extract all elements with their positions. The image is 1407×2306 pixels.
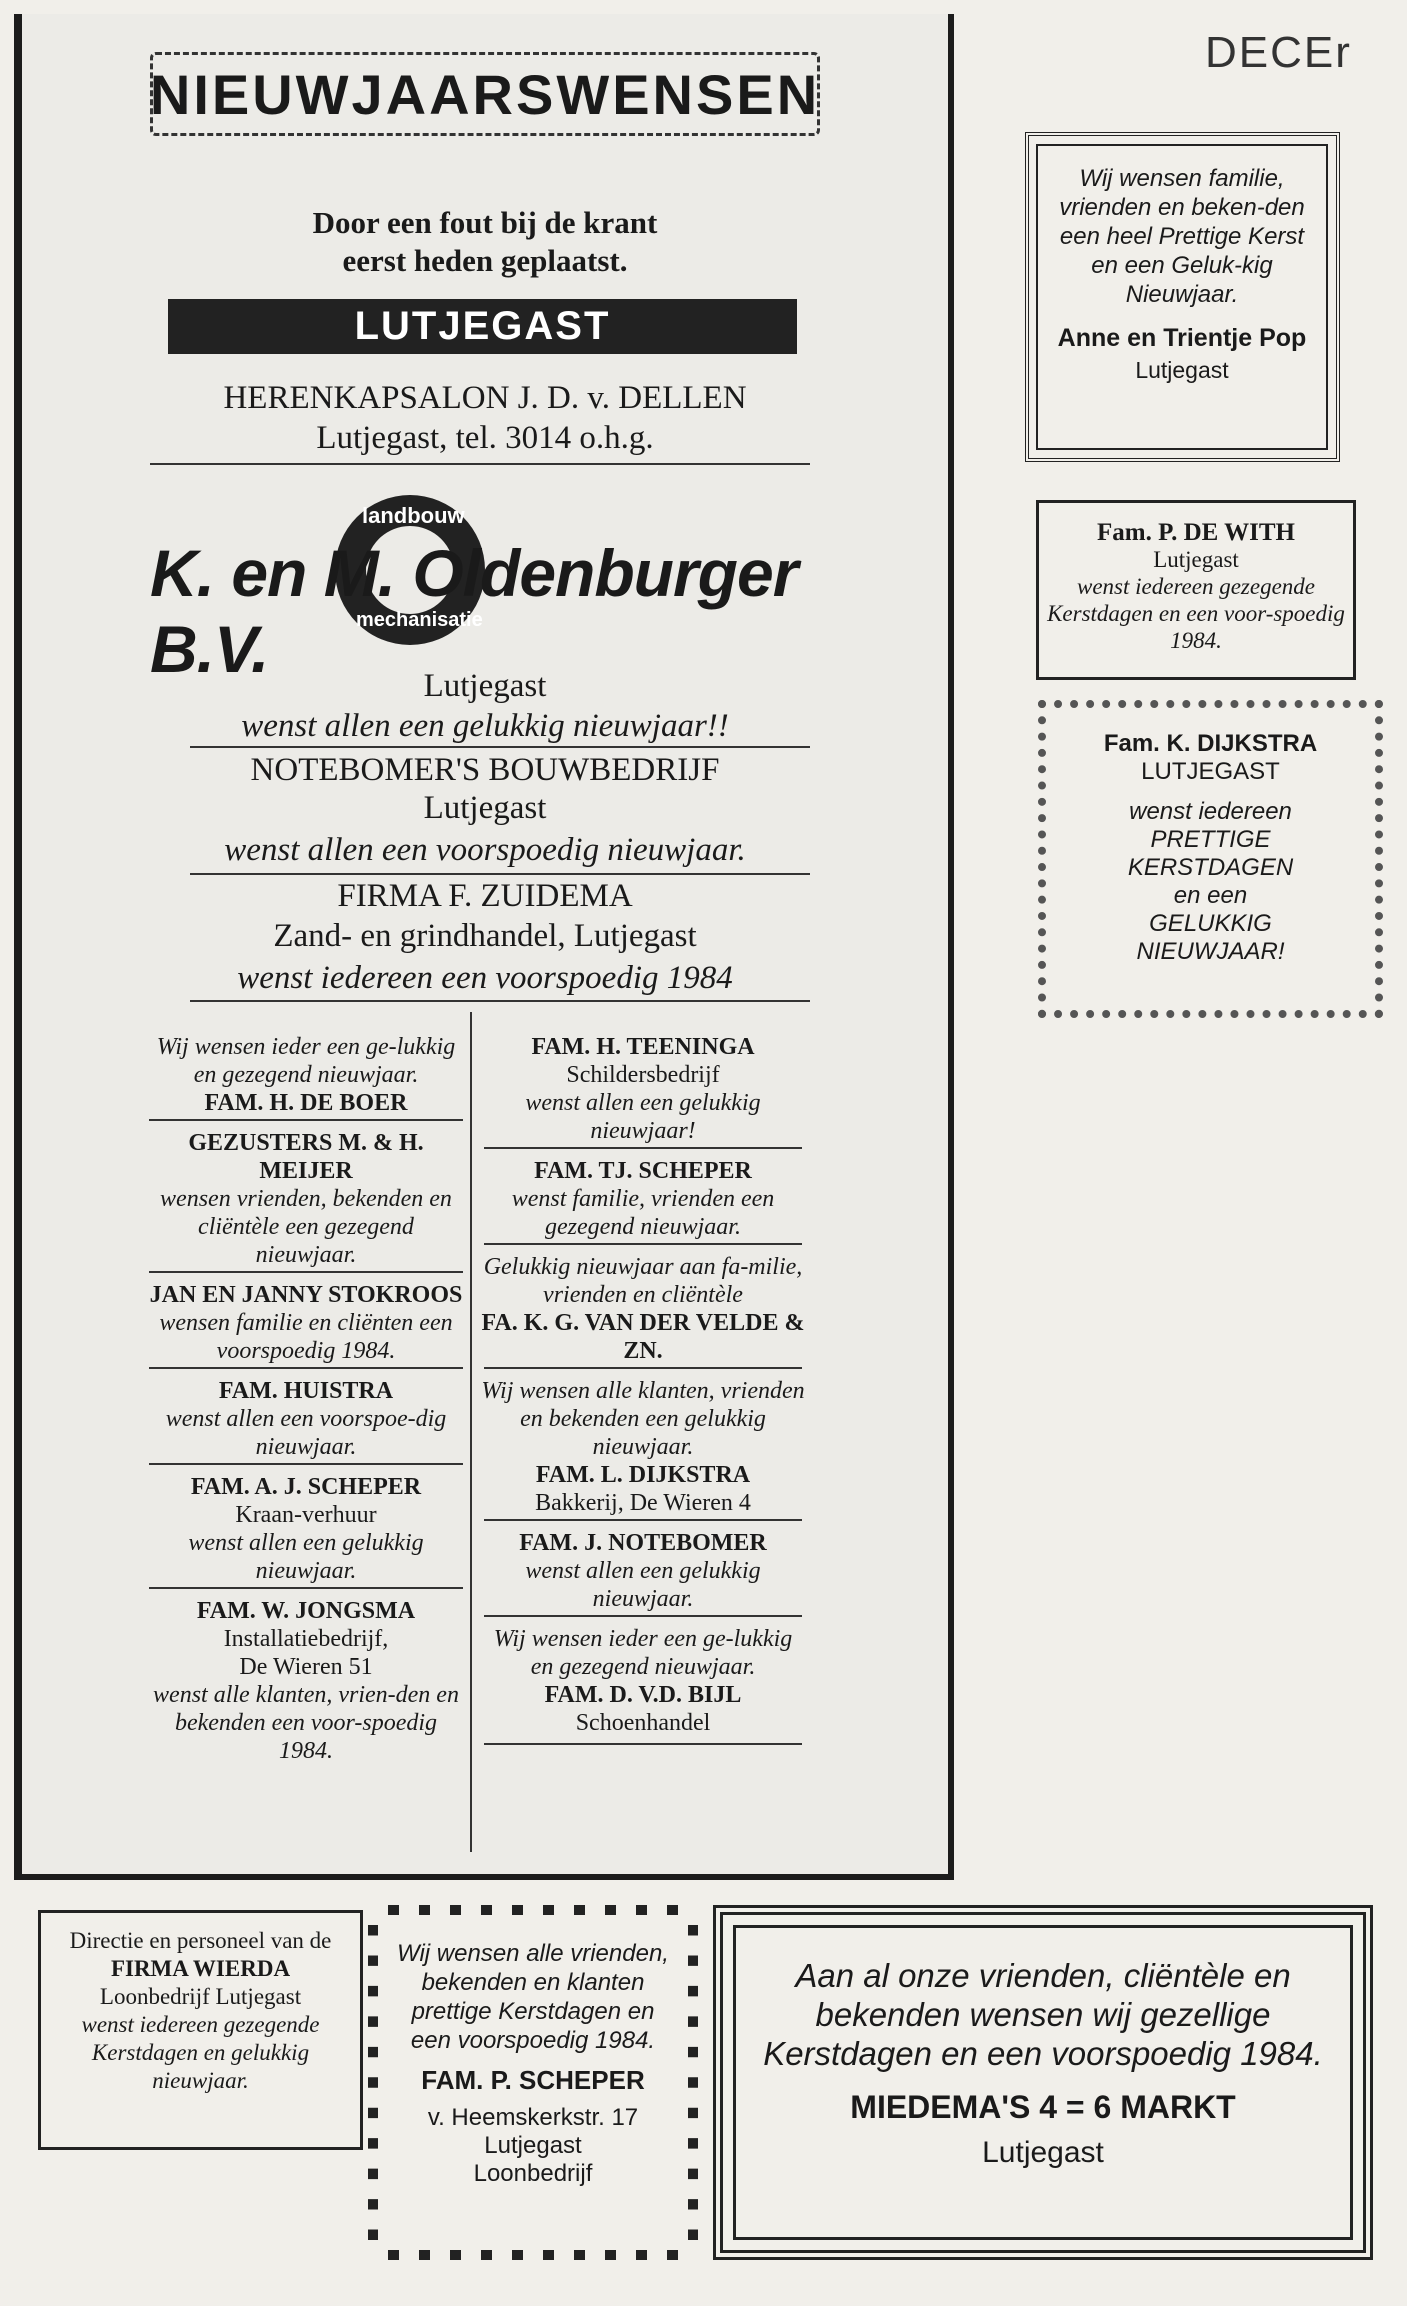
bijl-wish: Wij wensen ieder een ge-lukkig en gezegend nieuwjaar.	[493, 1626, 793, 1680]
intro-line-1: Door een fout bij de krant	[312, 205, 658, 240]
wierda-line1: Directie en personeel van de	[69, 1928, 332, 1953]
teeninga-wish: wenst allen een gelukkig nieuwjaar!	[525, 1090, 761, 1144]
right-column	[480, 1033, 806, 1745]
ldijkstra-name: FAM. L. DIJKSTRA	[535, 1462, 751, 1488]
kapsalon-name: HERENKAPSALON J. D. v. DELLEN	[223, 380, 747, 416]
pscheper-box	[368, 1905, 698, 2260]
meijer-wish: wensen vrienden, bekenden en cliëntèle een gezegend nieuwjaar.	[160, 1186, 452, 1268]
corner-note: DECEr	[1205, 28, 1352, 77]
pscheper-name: FAM. P. SCHEPER	[421, 2065, 645, 2095]
bijl-sub: Schoenhandel	[575, 1710, 711, 1736]
tjscheper-wish: wenst familie, vrienden een gezegend nieuwjaar.	[511, 1186, 775, 1240]
boer-name: FAM. H. DE BOER	[204, 1090, 408, 1116]
pop-wish: Wij wensen familie, vrienden en beken-den een heel Prettige Kerst en een Geluk-kig Nieuwjaar.	[1059, 165, 1305, 308]
stokroos-wish: wensen familie en cliënten een voorspoedig 1984.	[159, 1310, 453, 1364]
pop-town: Lutjegast	[1135, 357, 1229, 383]
vandervelde-wish: Gelukkig nieuwjaar aan fa-milie, vrienden en cliëntèle	[483, 1254, 803, 1308]
kdijkstra-line3: KERSTDAGEN	[1127, 854, 1294, 881]
wierda-name: FIRMA WIERDA	[110, 1956, 291, 1981]
pscheper-wish: Wij wensen alle vrienden, bekenden en klanten prettige Kerstdagen en een voorspoedig 1984.	[397, 1940, 669, 2054]
pop-name: Anne en Trientje Pop	[1057, 324, 1307, 352]
pscheper-addr: v. Heemskerkstr. 17	[427, 2104, 639, 2131]
ldijkstra-wish: Wij wensen alle klanten, vrienden en bekenden een gelukkig nieuwjaar.	[481, 1378, 805, 1460]
column-divider	[470, 1012, 472, 1852]
kdijkstra-box	[1038, 700, 1383, 1018]
huistra-wish: wenst allen een voorspoe-dig nieuwjaar.	[165, 1406, 447, 1460]
jongsma-sub1: Installatiebedrijf,	[223, 1626, 389, 1652]
kdijkstra-line1: wenst iedereen	[1129, 798, 1292, 825]
ajscheper-sub: Kraan-verhuur	[235, 1502, 377, 1528]
stokroos-name: JAN EN JANNY STOKROOS	[149, 1282, 463, 1308]
miedema-box	[733, 1925, 1353, 2240]
kapsalon-sub: Lutjegast, tel. 3014 o.h.g.	[316, 420, 654, 456]
wierda-box	[38, 1910, 363, 2150]
wierda-town: Loonbedrijf Lutjegast	[99, 1984, 302, 2009]
meijer-name: GEZUSTERS M. & H. MEIJER	[188, 1130, 424, 1184]
pscheper-sub: Loonbedrijf	[473, 2160, 593, 2187]
vandervelde-name: FA. K. G. VAN DER VELDE & ZN.	[481, 1310, 805, 1364]
logo-bottom-text: mechanisatie	[356, 609, 483, 631]
zuidema-sub: Zand- en grindhandel, Lutjegast	[273, 918, 697, 954]
logo-wordmark: K. en M. Oldenburger B.V.	[150, 536, 798, 686]
dewith-box	[1036, 500, 1356, 680]
jongsma-sub2: De Wieren 51	[239, 1654, 373, 1680]
teeninga-name: FAM. H. TEENINGA	[531, 1034, 755, 1060]
pop-box-inner	[1036, 144, 1328, 450]
oldenburger-town: Lutjegast	[423, 668, 547, 704]
jnotebomer-name: FAM. J. NOTEBOMER	[519, 1530, 767, 1556]
logo-top-text: landbouw	[362, 503, 465, 528]
wierda-wish: wenst iedereen gezegende Kerstdagen en gelukkig nieuwjaar.	[81, 2012, 320, 2093]
ajscheper-wish: wenst allen een gelukkig nieuwjaar.	[188, 1530, 424, 1584]
jongsma-name: FAM. W. JONGSMA	[196, 1598, 416, 1624]
notebomer-bouw-wish: wenst allen een voorspoedig nieuwjaar.	[224, 832, 746, 868]
divider	[190, 1000, 810, 1002]
huistra-name: FAM. HUISTRA	[218, 1378, 394, 1404]
kdijkstra-line2: PRETTIGE	[1150, 826, 1271, 853]
miedema-name: MIEDEMA'S 4 = 6 MARKT	[850, 2089, 1236, 2125]
oldenburger-wish: wenst allen een gelukkig nieuwjaar!!	[241, 708, 729, 744]
ldijkstra-sub: Bakkerij, De Wieren 4	[535, 1490, 751, 1516]
miedema-town: Lutjegast	[982, 2136, 1104, 2169]
header-banner	[150, 52, 820, 136]
notebomer-bouw-town: Lutjegast	[423, 790, 547, 826]
dewith-town: Lutjegast	[1153, 547, 1239, 572]
teeninga-sub: Schildersbedrijf	[566, 1062, 720, 1088]
notebomer-bouw-name: NOTEBOMER'S BOUWBEDRIJF	[250, 752, 720, 788]
left-column	[145, 1033, 467, 1765]
kdijkstra-line6: NIEUWJAAR!	[1136, 938, 1285, 965]
divider	[150, 463, 810, 465]
miedema-wish: Aan al onze vrienden, cliëntèle en bekenden wensen wij gezellige Kerstdagen en een voorspoedig 1984.	[763, 1957, 1323, 2072]
kdijkstra-line4: en een	[1173, 882, 1248, 909]
dewith-name: Fam. P. DE WITH	[1097, 519, 1295, 546]
kdijkstra-line5: GELUKKIG	[1149, 910, 1272, 937]
dewith-wish: wenst iedereen gezegende Kerstdagen en een voor-spoedig 1984.	[1047, 574, 1345, 653]
header-title: NIEUWJAARSWENSEN	[149, 62, 821, 126]
ajscheper-name: FAM. A. J. SCHEPER	[190, 1474, 422, 1500]
pscheper-town: Lutjegast	[484, 2132, 582, 2159]
jongsma-wish: wenst alle klanten, vrien-den en bekenden een voor-spoedig 1984.	[153, 1682, 459, 1764]
kdijkstra-name: Fam. K. DIJKSTRA	[1103, 730, 1318, 757]
bijl-name: FAM. D. V.D. BIJL	[544, 1682, 742, 1708]
intro-line-2: eerst heden geplaatst.	[342, 243, 628, 278]
jnotebomer-wish: wenst allen een gelukkig nieuwjaar.	[525, 1558, 761, 1612]
divider	[190, 873, 810, 875]
zuidema-name: FIRMA F. ZUIDEMA	[337, 878, 633, 914]
kdijkstra-town: LUTJEGAST	[1141, 758, 1280, 785]
zuidema-wish: wenst iedereen een voorspoedig 1984	[237, 960, 733, 996]
boer-wish: Wij wensen ieder een ge-lukkig en gezegend nieuwjaar.	[156, 1034, 456, 1088]
tjscheper-name: FAM. TJ. SCHEPER	[534, 1158, 752, 1184]
town-bar: LUTJEGAST	[168, 299, 797, 354]
divider	[190, 746, 810, 748]
